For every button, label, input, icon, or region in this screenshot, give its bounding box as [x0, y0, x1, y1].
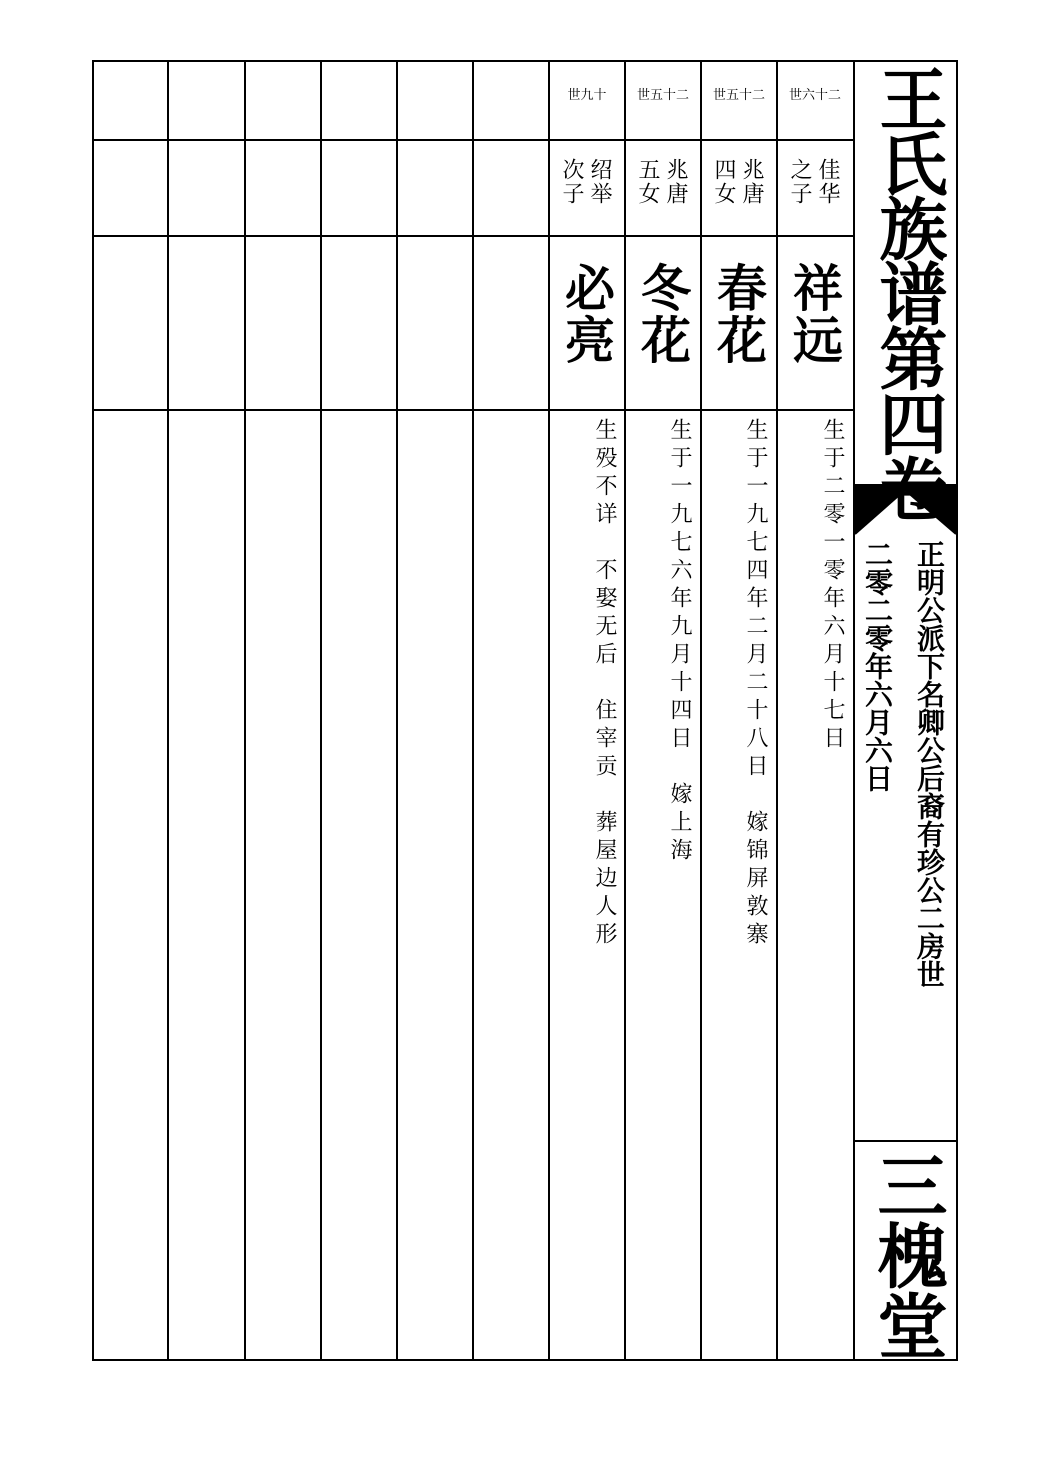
col-line: [624, 60, 626, 1361]
relation-line-2: 次子: [559, 158, 584, 206]
member-record: 生殁不详 不娶无后 住宰贡 葬屋边人形: [592, 418, 617, 950]
generation-label: 世六十二: [788, 88, 841, 103]
generation-label: 世五十二: [636, 88, 689, 103]
col-line: [700, 60, 702, 1361]
relation-line-1: 兆唐: [739, 158, 764, 206]
frame-bottom: [92, 1359, 958, 1361]
generation-label: 世九十: [567, 88, 607, 103]
relation-line-1: 兆唐: [663, 158, 688, 206]
hall-name: 三槐堂: [866, 1150, 949, 1360]
member-name: 冬花: [633, 262, 692, 366]
frame-right: [956, 60, 958, 1361]
col-line: [244, 60, 246, 1361]
col-line: [776, 60, 778, 1361]
relation-line-1: 绍举: [587, 158, 612, 206]
relation-line-1: 佳华: [815, 158, 840, 206]
relation-line-2: 四女: [711, 158, 736, 206]
col-line: [472, 60, 474, 1361]
member-name: 春花: [709, 262, 768, 366]
compile-date: 二零二零年六月六日: [861, 540, 894, 792]
col-line: [167, 60, 169, 1361]
member-record: 生于一九七六年九月十四日 嫁上海: [667, 418, 692, 866]
lineage-line: 正明公派下名卿公后裔有珍公二房世: [913, 540, 946, 988]
frame-top: [92, 60, 958, 62]
relation-line-2: 之子: [787, 158, 812, 206]
member-name: 祥远: [785, 262, 844, 366]
title-divider: [855, 1140, 956, 1142]
member-record: 生于一九七四年二月二十八日 嫁锦屏敦寨: [743, 418, 768, 950]
book-title: 王氏族谱第四卷: [868, 64, 948, 519]
col-line: [396, 60, 398, 1361]
member-record: 生于二零一零年六月十七日: [820, 418, 845, 754]
col-line: [92, 60, 94, 1361]
generation-label: 世五十二: [712, 88, 765, 103]
relation-line-2: 五女: [635, 158, 660, 206]
col-line: [320, 60, 322, 1361]
member-name: 必亮: [557, 262, 616, 366]
col-line: [548, 60, 550, 1361]
col-line: [853, 60, 855, 1361]
